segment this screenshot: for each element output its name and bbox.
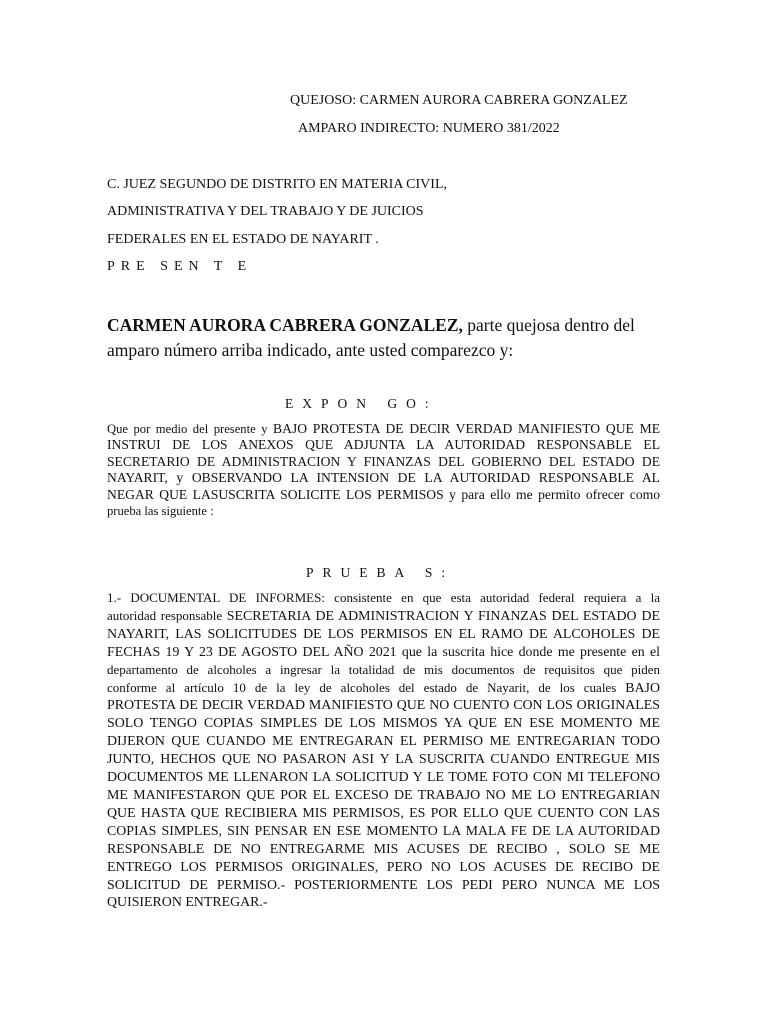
line-text-uppercase: ENTREGO LOS PERMISOS ORIGINALES, PERO NO LOS ACUSES DE RECIBO DE [107, 859, 660, 875]
intro-line-1 [107, 313, 635, 337]
paragraph-line [107, 894, 660, 912]
line-text-uppercase: COPIAS SIMPLES, SIN PENSAR EN ESE MOMENTO LA MALA FE DE LA AUTORIDAD [107, 823, 660, 839]
intro-line-2: amparo número arriba indicado, ante usted comparezco y: [107, 340, 514, 360]
line-text-normal: Que por medio del presente y [107, 422, 274, 436]
line-text-normal: 1.- DOCUMENTAL DE INFORMES: consistente en que esta autoridad federal requiera a la [107, 590, 660, 605]
line-text-uppercase: ME MANIFESTARON QUE POR EL EXCESO DE TRABAJO NO ME LO ENTREGARIAN [107, 787, 660, 803]
complainant-name: CARMEN AURORA CABRERA GONZALEZ, [107, 315, 463, 335]
paragraph-line [107, 608, 660, 626]
paragraph-line [107, 751, 660, 769]
paragraph-line [107, 644, 660, 662]
paragraph-line [107, 626, 660, 644]
paragraph-line [107, 697, 660, 715]
line-text-uppercase: SECRETARIO DE ADMINISTRACION Y FINANZAS DEL GOBIERNO DEL ESTADO DE [107, 453, 660, 469]
presente-line: PRE SEN T E [107, 259, 253, 274]
paragraph-line [107, 805, 660, 823]
line-text-uppercase: DOCUMENTOS ME LLENARON LA SOLICITUD Y LE TOME FOTO CON MI TELEFONO [107, 770, 660, 786]
line-text-uppercase: SECRETARIA DE ADMINISTRACION Y FINANZAS DEL ESTADO DE [226, 608, 660, 624]
pruebas-paragraph [107, 590, 660, 912]
expongo-paragraph [107, 421, 660, 519]
line-text-uppercase: RESPONSABLE DE NO ENTREGARME MIS ACUSES DE RECIBO , SOLO SE ME [107, 841, 660, 857]
paragraph-line [107, 503, 660, 519]
intro-rest: parte quejosa dentro del [462, 315, 635, 335]
paragraph-line [107, 437, 660, 453]
paragraph-line [107, 421, 660, 437]
paragraph-line [107, 590, 660, 608]
line-text-uppercase: QUISIERON ENTREGAR.- [107, 895, 268, 911]
line-text-uppercase: DIJERON QUE CUANDO ME ENTREGARAN EL PERMISO ME ENTREGARIAN TODO [107, 734, 660, 750]
expongo-heading: EXPON GO: [285, 396, 438, 411]
line-text-normal: conforme al artículo 10 de la ley de alcoholes del estado de Nayarit, de los cuales [107, 679, 626, 695]
paragraph-line [107, 680, 660, 698]
addressee-line-1: C. JUEZ SEGUNDO DE DISTRITO EN MATERIA CIVIL, [107, 177, 448, 192]
line-text-normal: prueba las siguiente : [107, 504, 214, 519]
paragraph-line [107, 787, 660, 805]
paragraph-line [107, 859, 660, 877]
line-text-normal: autoridad responsable [107, 607, 227, 623]
paragraph-line [107, 823, 660, 841]
addressee-line-2: ADMINISTRATIVA Y DEL TRABAJO Y DE JUICIOS [107, 204, 424, 219]
line-text-uppercase: NAYARIT, LAS SOLICITUDES DE LOS PERMISOS EN EL RAMO DE ALCOHOLES DE [107, 626, 660, 642]
line-text-uppercase: BAJO PROTESTA DE DECIR VERDAD MANIFIESTO QUE ME [273, 421, 660, 436]
paragraph-line [107, 470, 660, 486]
line-text-uppercase: QUE HASTA QUE RECIBIERA MIS PERMISOS, ES POR ELLO QUE CUENTO CON LAS [107, 805, 660, 821]
line-text-uppercase: SOLO TENGO COPIAS SIMPLES DE LOS MISMOS YA QUE EN ESE MOMENTO ME [107, 716, 660, 732]
line-text-uppercase: SOLICITUD DE PERMISO.- POSTERIORMENTE LOS PEDI PERO NUNCA ME LOS [107, 877, 660, 893]
paragraph-line [107, 454, 660, 470]
paragraph-line [107, 662, 660, 680]
paragraph-line [107, 769, 660, 787]
line-text-uppercase: NAYARIT, y OBSERVANDO LA INTENSION DE LA AUTORIDAD RESPONSABLE AL [107, 470, 660, 486]
line-text-uppercase: PROTESTA DE DECIR VERDAD MANIFIESTO QUE NO CUENTO CON LOS ORIGINALES [107, 698, 660, 714]
line-text-uppercase: JUNTO, HECHOS QUE NO PASARON ASI Y LA SUSCRITA CUANDO ENTREGUE MIS [107, 752, 660, 768]
line-text-uppercase: FECHAS 19 Y 23 DE AGOSTO DEL AÑO 2021 que la suscrita hice donde me presente en el [107, 644, 660, 660]
paragraph-line [107, 841, 660, 859]
pruebas-heading: PRUEBA S: [306, 565, 455, 580]
quejoso-line: QUEJOSO: CARMEN AURORA CABRERA GONZALEZ [290, 93, 628, 108]
line-text-uppercase: INSTRUI DE LOS ANEXOS QUE ADJUNTA LA AUTORIDAD RESPONSABLE EL [107, 437, 660, 453]
line-text-normal: departamento de alcoholes a ingresar la totalidad de mis documentos de requisitos que piden [107, 661, 660, 677]
line-text-uppercase: NEGAR QUE LASUSCRITA SOLICITE LOS PERMISOS y para ello me permito ofrecer como [107, 486, 660, 502]
paragraph-line [107, 487, 660, 503]
addressee-line-3: FEDERALES EN EL ESTADO DE NAYARIT . [107, 232, 379, 247]
paragraph-line [107, 733, 660, 751]
paragraph-line [107, 715, 660, 733]
line-text-uppercase: BAJO [625, 680, 660, 696]
paragraph-line [107, 877, 660, 895]
amparo-number-line: AMPARO INDIRECTO: NUMERO 381/2022 [298, 121, 560, 136]
